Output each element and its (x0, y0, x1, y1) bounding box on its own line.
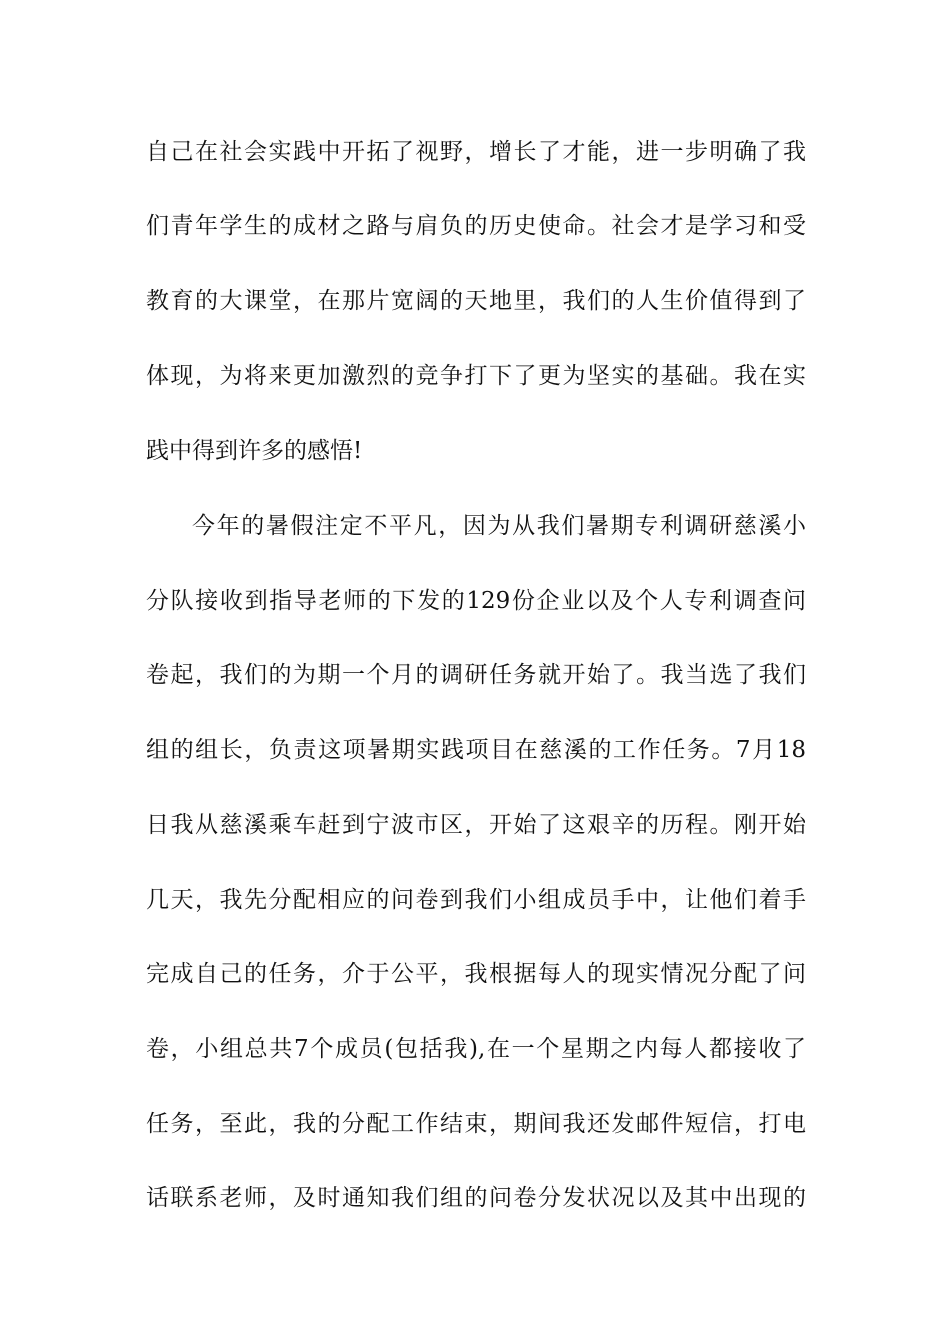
text-line: 组的组长，负责这项暑期实践项目在慈溪的工作任务。7月18 (146, 737, 806, 763)
paragraph-first-line: 今年的暑假注定不平凡，因为从我们暑期专利调研慈溪小 (192, 513, 806, 539)
text-line: 们青年学生的成材之路与肩负的历史使命。社会才是学习和受 (146, 213, 806, 239)
text-line: 自己在社会实践中开拓了视野，增长了才能，进一步明确了我 (146, 139, 806, 165)
text-line: 几天，我先分配相应的问卷到我们小组成员手中，让他们着手 (146, 887, 806, 913)
text-line: 教育的大课堂，在那片宽阔的天地里，我们的人生价值得到了 (146, 288, 806, 314)
text-line: 卷起，我们的为期一个月的调研任务就开始了。我当选了我们 (146, 662, 806, 688)
text-line: 践中得到许多的感悟! (146, 438, 363, 464)
text-line: 任务，至此，我的分配工作结束，期间我还发邮件短信，打电 (146, 1111, 806, 1137)
text-line: 日我从慈溪乘车赶到宁波市区，开始了这艰辛的历程。刚开始 (146, 812, 806, 838)
text-line: 话联系老师，及时通知我们组的问卷分发状况以及其中出现的 (146, 1185, 806, 1211)
text-line: 体现，为将来更加激烈的竞争打下了更为坚实的基础。我在实 (146, 363, 806, 389)
text-line: 卷，小组总共7个成员(包括我),在一个星期之内每人都接收了 (146, 1036, 806, 1062)
text-line: 分队接收到指导老师的下发的129份企业以及个人专利调查问 (146, 588, 806, 614)
text-line: 完成自己的任务，介于公平，我根据每人的现实情况分配了问 (146, 961, 806, 987)
